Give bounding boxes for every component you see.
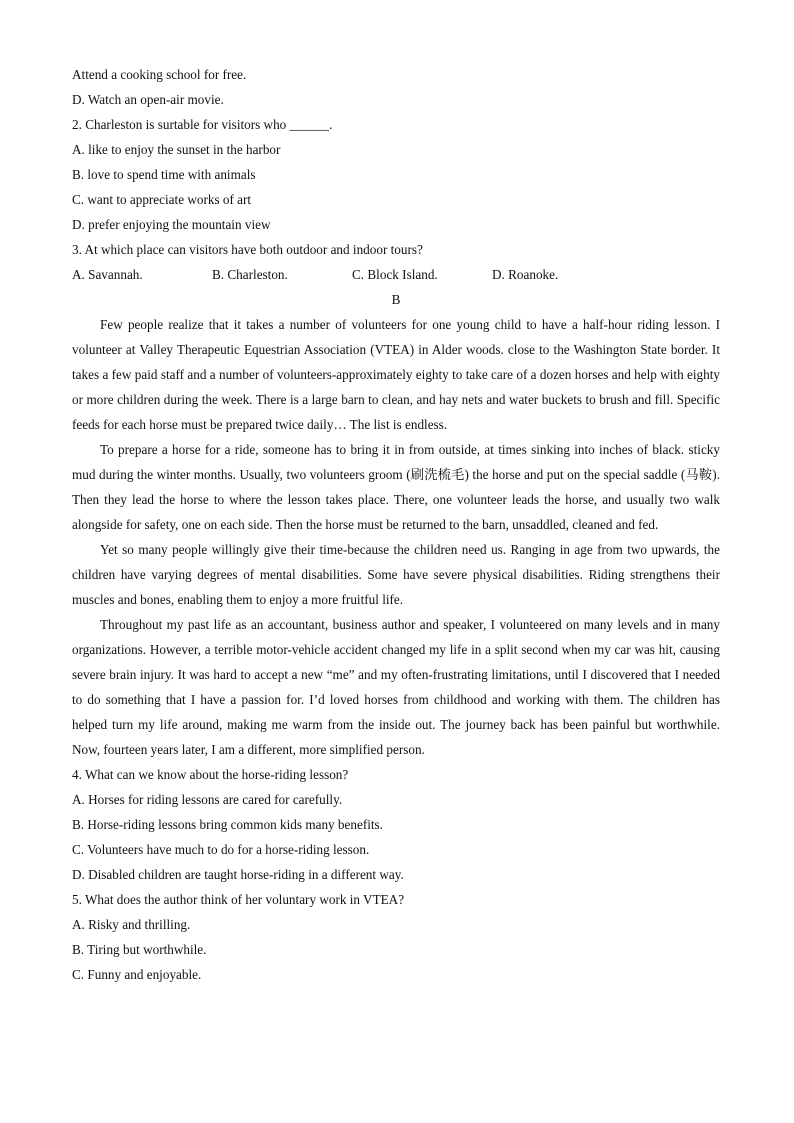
passage-paragraph: To prepare a horse for a ride, someone has to bring it in from outside, at times sinking into inches of black. sticky mud during the winter months. Usually, two volunteers groom (刷洗梳毛) the horse and put on the special saddle (马鞍). Then they lead the horse to where the lesson takes place. There, one volunteer leads the horse, and usually two walk alongside for safety, one on each side. Then the horse must be returned to the barn, unsaddled, cleaned and fed. (72, 442, 720, 532)
passage-paragraph: Few people realize that it takes a number of volunteers for one young child to have a half-hour riding lesson. I volunteer at Valley Therapeutic Equestrian Association (VTEA) in Alder woods. close to the Washington State border. It takes a few paid staff and a number of volunteers-approximately eighty to take care of a dozen horses and help with eighty or more children during the week. There is a large barn to clean, and hay nets and water buckets to brush and fill. Specific feeds for each horse must be prepared twice daily… The list is endless. (72, 317, 720, 432)
option-line: A. Risky and thrilling. (72, 917, 191, 932)
option-d: D. Roanoke. (492, 267, 559, 282)
option-line: B. love to spend time with animals (72, 167, 256, 182)
option-line: C. want to appreciate works of art (72, 192, 252, 207)
question-2: 2. Charleston is surtable for visitors who ______. (72, 117, 333, 132)
option-line: C. Volunteers have much to do for a horse-riding lesson. (72, 842, 370, 857)
question-3-options (72, 262, 720, 287)
question-5: 5. What does the author think of her voluntary work in VTEA? (72, 892, 405, 907)
passage-paragraph: Yet so many people willingly give their time-because the children need us. Ranging in age from two upwards, the children have varying degrees of mental disabilities. Some have severe physical disabilities. Riding strengthens their muscles and bones, enabling them to enjoy a more fruitful life. (72, 542, 720, 607)
option-line: Attend a cooking school for free. (72, 67, 247, 82)
option-line: A. Horses for riding lessons are cared for carefully. (72, 792, 343, 807)
option-line: D. Disabled children are taught horse-riding in a different way. (72, 867, 404, 882)
option-line: C. Funny and enjoyable. (72, 967, 202, 982)
option-line: D. prefer enjoying the mountain view (72, 217, 271, 232)
question-4: 4. What can we know about the horse-riding lesson? (72, 767, 349, 782)
option-line: B. Horse-riding lessons bring common kids many benefits. (72, 817, 383, 832)
option-line: A. like to enjoy the sunset in the harbor (72, 142, 281, 157)
question-3: 3. At which place can visitors have both outdoor and indoor tours? (72, 242, 423, 257)
option-line: B. Tiring but worthwhile. (72, 942, 207, 957)
option-b: B. Charleston. (212, 267, 288, 282)
option-line: D. Watch an open-air movie. (72, 92, 224, 107)
passage-paragraph: Throughout my past life as an accountant, business author and speaker, I volunteered on many levels and in many organizations. However, a terrible motor-vehicle accident changed my life in a split second when my car was hit, causing severe brain injury. It was hard to accept a new “me” and my often-frustrating limitations, until I discovered that I needed to do something that I have a passion for. I’d loved horses from childhood and working with them. The children has helped turn my life around, making me warm from the inside out. The journey back has been painful but worthwhile. Now, fourteen years later, I am a different, more simplified person. (72, 617, 720, 757)
document-page (72, 62, 720, 987)
section-label: B (391, 292, 401, 307)
option-a: A. Savannah. (72, 267, 143, 282)
option-c: C. Block Island. (352, 267, 438, 282)
